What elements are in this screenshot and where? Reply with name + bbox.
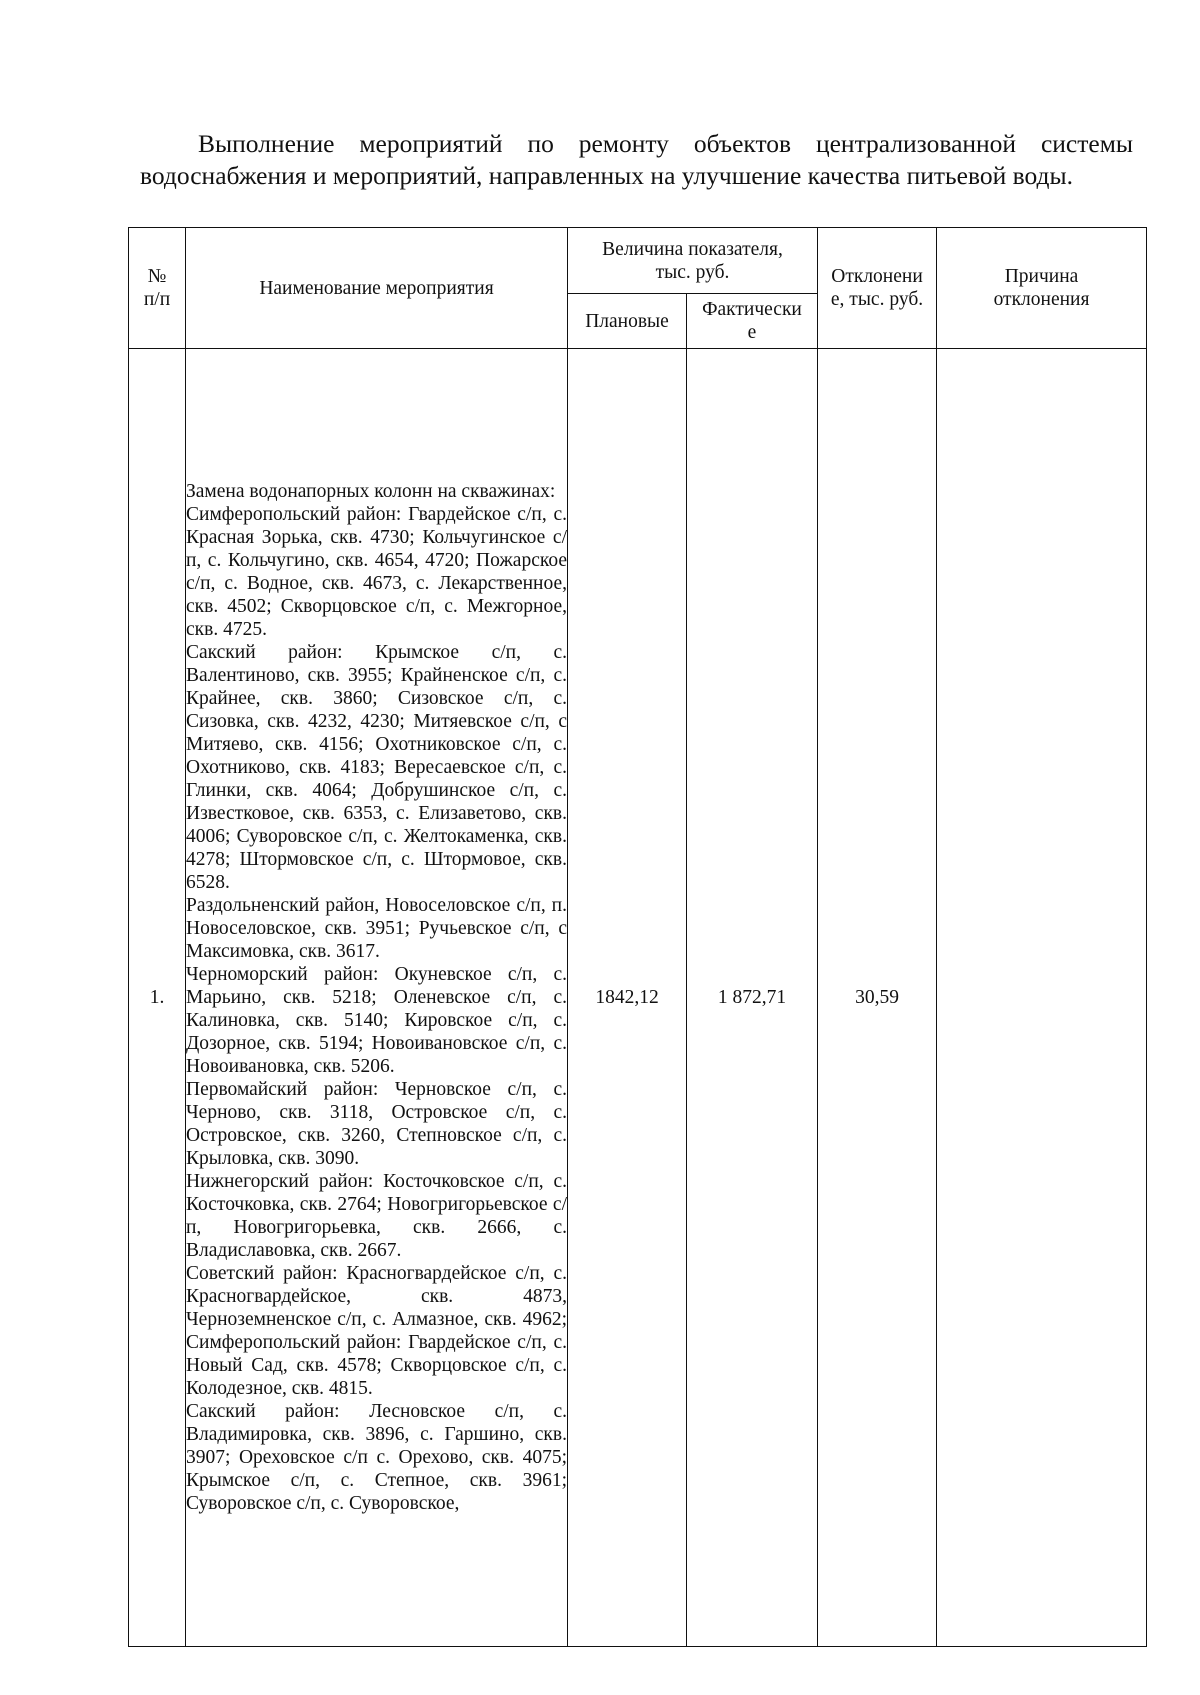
description-paragraph: Сакский район: Крымское с/п, с. Валентиново, скв. 3955; Крайненское с/п, с. Крайнее, скв. 3860; Сизовское с/п, с. Сизовка, скв. 4232, 4230; Митяевское с/п, с Митяево, скв. 4156; Охотниковское с/п, с. Охотниково, скв. 4183; Вересаевское с/п, с. Глинки, скв. 4064; Добрушинское с/п, с. Известковое, скв. 6353, с. Елизаветово, скв. 4006; Суворовское с/п, с. Желтокаменка, скв. 4278; Штормовское с/п, с. Штормовое, скв. 6528. [186,642,567,893]
table-row [129,349,1147,1647]
row-actual-value: 1 872,71 [687,349,818,1647]
document-title: Выполнение мероприятий по ремонту объектов централизованной системы водоснабжения и мероприятий, направленных на улучшение качества питьевой воды. [140,129,1133,190]
measures-table [128,227,1147,1647]
header-name: Наименование мероприятия [186,228,568,349]
description-paragraph: Замена водонапорных колонн на скважинах: [186,481,556,502]
header-planned: Плановые [568,294,687,349]
header-reason: Причина отклонения [937,228,1147,349]
row-deviation-value: 30,59 [818,349,937,1647]
row-planned-value: 1842,12 [568,349,687,1647]
header-deviation: Отклонени е, тыс. руб. [818,228,937,349]
header-value-group: Величина показателя, тыс. руб. [568,228,818,294]
description-paragraph: Нижнегорский район: Косточковское с/п, с. Косточковка, скв. 2764; Новогригорьевское с/п, Новогригорьевка, скв. 2666, с. Владиславовка, скв. 2667. [186,1171,567,1261]
description-paragraph: Раздольненский район, Новоселовское с/п, п. Новоселовское, скв. 3951; Ручьевское с/п, с Максимовка, скв. 3617. [186,895,567,962]
row-description [186,349,568,1647]
description-paragraph: Сакский район: Лесновское с/п, с. Владимировка, скв. 3896, с. Гаршино, скв. 3907; Ореховское с/п с. Орехово, скв. 4075; Крымское с/п, с. Степное, скв. 3961; Суворовское с/п, с. Суворовское, [186,1401,567,1514]
description-paragraph: Советский район: Красногвардейское с/п, с. Красногвардейское, скв. 4873, Черноземненское с/п, с. Алмазное, скв. 4962; Симферопольский район: Гвардейское с/п, с. Новый Сад, скв. 4578; Скворцовское с/п, с. Колодезное, скв. 4815. [186,1263,567,1399]
row-reason [937,349,1147,1647]
table-header-row [129,228,1147,294]
row-number: 1. [129,349,186,1647]
header-actual: Фактически е [687,294,818,349]
header-num: № п/п [129,228,186,349]
description-paragraph: Первомайский район: Черновское с/п, с. Черново, скв. 3118, Островское с/п, с. Островское, скв. 3260, Степновское с/п, с. Крыловка, скв. 3090. [186,1079,567,1169]
description-paragraph: Симферопольский район: Гвардейское с/п, с. Красная Зорька, скв. 4730; Кольчугинское с/п, с. Кольчугино, скв. 4654, 4720; Пожарское с/п, с. Водное, скв. 4673, с. Лекарственное, скв. 4502; Скворцовское с/п, с. Межгорное, скв. 4725. [186,504,567,640]
description-paragraph: Черноморский район: Окуневское с/п, с. Марьино, скв. 5218; Оленевское с/п, с. Калиновка, скв. 5140; Кировское с/п, с. Дозорное, скв. 5194; Новоивановское с/п, с. Новоивановка, скв. 5206. [186,964,567,1077]
